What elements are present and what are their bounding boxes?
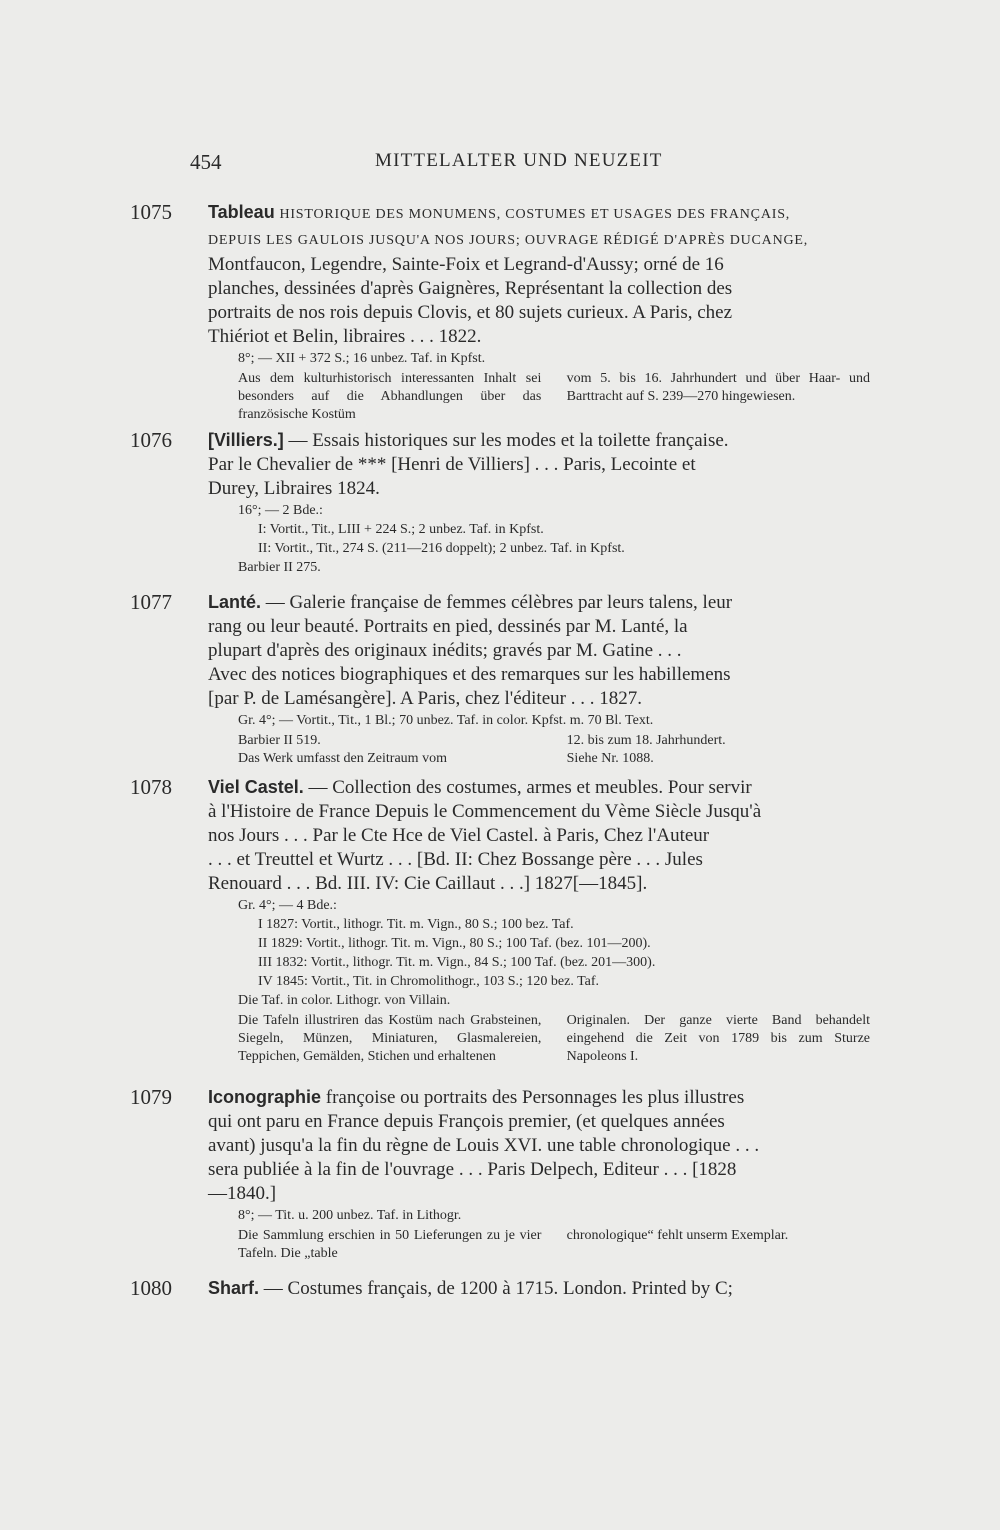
entry-line: Thiériot et Belin, libraires . . . 1822. <box>208 326 482 347</box>
entry-line: nos Jours . . . Par le Cte Hce de Viel Castel. à Paris, Chez l'Auteur <box>208 825 710 846</box>
entry-1079 <box>130 1085 870 1263</box>
entry-line: planches, dessinées d'après Gaignères, Représentant la collection des <box>208 278 733 299</box>
entry-line: [par P. de Lamésangère]. A Paris, chez l'éditeur . . . 1827. <box>208 688 642 709</box>
entry-annotation <box>238 1012 870 1066</box>
entry-keyword: Iconographie <box>208 1087 322 1107</box>
entry-line: rang ou leur beauté. Portraits en pied, dessinés par M. Lanté, la <box>208 616 688 637</box>
entry-line: Durey, Libraires 1824. <box>208 478 380 499</box>
entry-keyword: Tableau <box>208 202 275 222</box>
entry-line: — Costumes français, de 1200 à 1715. London. Printed by C; <box>263 1278 733 1299</box>
entry-note: 8°; — Tit. u. 200 unbez. Taf. in Lithogr. <box>238 1208 462 1223</box>
annotation-right: Originalen. Der ganze vierte Band behandelt eingehend die Zeit von 1789 bis zum Sturze Napoleons I. <box>566 1013 870 1064</box>
entry-keyword: [Villiers.] <box>208 430 284 450</box>
entry-heading <box>208 775 870 896</box>
entry-line: Par le Chevalier de *** [Henri de Villiers] . . . Paris, Lecointe et <box>208 454 696 475</box>
entry-note: I 1827: Vortit., lithogr. Tit. m. Vign., 80 S.; 100 bez. Taf. <box>258 917 574 932</box>
annotation-right: chronologique“ fehlt unserm Exemplar. <box>566 1228 789 1243</box>
entry-note: IV 1845: Vortit., Tit. in Chromolithogr., 103 S.; 120 bez. Taf. <box>258 974 600 989</box>
entry-line: à l'Histoire de France Depuis le Commencement du Vème Siècle Jusqu'à <box>208 801 762 822</box>
entry-heading <box>208 590 870 711</box>
entry-heading <box>208 428 870 501</box>
entry-note: III 1832: Vortit., lithogr. Tit. m. Vign., 84 S.; 100 Taf. (bez. 201—300). <box>258 955 656 970</box>
annotation-left: Aus dem kulturhistorisch interessanten Inhalt sei besonders auf die Abhandlungen über das französische Kostüm <box>238 371 542 422</box>
entry-line: Avec des notices biographiques et des remarques sur les habillemens <box>208 664 731 685</box>
entry-note: Gr. 4°; — Vortit., Tit., 1 Bl.; 70 unbez. Taf. in color. Kpfst. m. 70 Bl. Text. <box>238 713 654 728</box>
entry-line: Montfaucon, Legendre, Sainte-Foix et Legrand-d'Aussy; orné de 16 <box>208 254 724 275</box>
entry-number: 1079 <box>130 1085 172 1109</box>
entry-note: II 1829: Vortit., lithogr. Tit. m. Vign., 80 S.; 100 Taf. (bez. 101—200). <box>258 936 651 951</box>
entry-line: sera publiée à la fin de l'ouvrage . . . Paris Delpech, Editeur . . . [1828 <box>208 1159 737 1180</box>
entry-1078 <box>130 775 870 1066</box>
entry-note: II: Vortit., Tit., 274 S. (211—216 doppelt); 2 unbez. Taf. in Kpfst. <box>258 541 625 556</box>
annotation-right: vom 5. bis 16. Jahrhundert und über Haar- und Barttracht auf S. 239—270 hingewiesen. <box>566 371 870 404</box>
entry-keyword: Sharf. <box>208 1278 260 1298</box>
annotation-right: 12. bis zum 18. Jahrhundert. Siehe Nr. 1088. <box>566 733 726 766</box>
entry-line: . . . et Treuttel et Wurtz . . . [Bd. II: Chez Bossange père . . . Jules <box>208 849 703 870</box>
entry-line: — Collection des costumes, armes et meubles. Pour servir <box>308 777 752 798</box>
entry-line: plupart d'après des originaux inédits; gravés par M. Gatine . . . <box>208 640 682 661</box>
entry-number: 1077 <box>130 590 172 614</box>
entry-1075 <box>130 200 870 424</box>
entry-line: avant) jusqu'a la fin du règne de Louis XVI. une table chronologique . . . <box>208 1135 760 1156</box>
entry-note: Gr. 4°; — 4 Bde.: <box>238 898 337 913</box>
running-head <box>190 150 880 180</box>
annotation-left: Die Tafeln illustriren das Kostüm nach Grabsteinen, Siegeln, Münzen, Miniaturen, Glasmalereien, Teppichen, Gemälden, Stichen und erhaltenen <box>238 1013 542 1064</box>
annotation-left: Die Sammlung erschien in 50 Lieferungen zu je vier Tafeln. Die „table <box>238 1228 542 1261</box>
entry-note: Barbier II 275. <box>238 560 321 575</box>
entry-number: 1078 <box>130 775 172 799</box>
entry-line: DEPUIS LES GAULOIS JUSQU'A NOS JOURS; OUVRAGE RÉDIGÉ D'APRÈS DUCANGE, <box>208 233 809 248</box>
entry-line: portraits de nos rois depuis Clovis, et 80 sujets curieux. A Paris, chez <box>208 302 733 323</box>
entry-note: Die Taf. in color. Lithogr. von Villain. <box>238 993 451 1008</box>
entry-note: 16°; — 2 Bde.: <box>238 503 323 518</box>
entry-note: I: Vortit., Tit., LIII + 224 S.; 2 unbez. Taf. in Kpfst. <box>258 522 544 537</box>
entry-keyword: Lanté. <box>208 592 262 612</box>
entry-number: 1080 <box>130 1276 172 1300</box>
entry-annotation <box>238 732 870 768</box>
entry-annotation <box>238 370 870 424</box>
entry-line: françoise ou portraits des Personnages les plus illustres <box>325 1087 745 1108</box>
entry-line: — Galerie française de femmes célèbres par leurs talens, leur <box>265 592 733 613</box>
entry-1077 <box>130 590 870 768</box>
entry-line: —1840.] <box>208 1183 277 1204</box>
entry-keyword: Viel Castel. <box>208 777 304 797</box>
entry-note: 8°; — XII + 372 S.; 16 unbez. Taf. in Kpfst. <box>238 351 486 366</box>
entry-1080 <box>130 1276 870 1301</box>
entry-line: — Essais historiques sur les modes et la toilette française. <box>288 430 729 451</box>
page-number: 454 <box>190 150 222 174</box>
running-title: MITTELALTER UND NEUZEIT <box>375 150 663 171</box>
entry-heading <box>208 1085 870 1206</box>
entry-heading <box>208 200 870 349</box>
entry-number: 1076 <box>130 428 172 452</box>
entry-line: qui ont paru en France depuis François premier, (et quelques années <box>208 1111 725 1132</box>
entry-line: Renouard . . . Bd. III. IV: Cie Caillaut . . .] 1827[—1845]. <box>208 873 648 894</box>
annotation-left: Barbier II 519. Das Werk umfasst den Zeitraum vom <box>238 733 447 766</box>
entry-annotation <box>238 1227 870 1263</box>
entry-heading <box>208 1276 870 1301</box>
entry-line: HISTORIQUE DES MONUMENS, COSTUMES ET USAGES DES FRANÇAIS, <box>279 207 791 222</box>
entry-number: 1075 <box>130 200 172 224</box>
entry-1076 <box>130 428 870 577</box>
